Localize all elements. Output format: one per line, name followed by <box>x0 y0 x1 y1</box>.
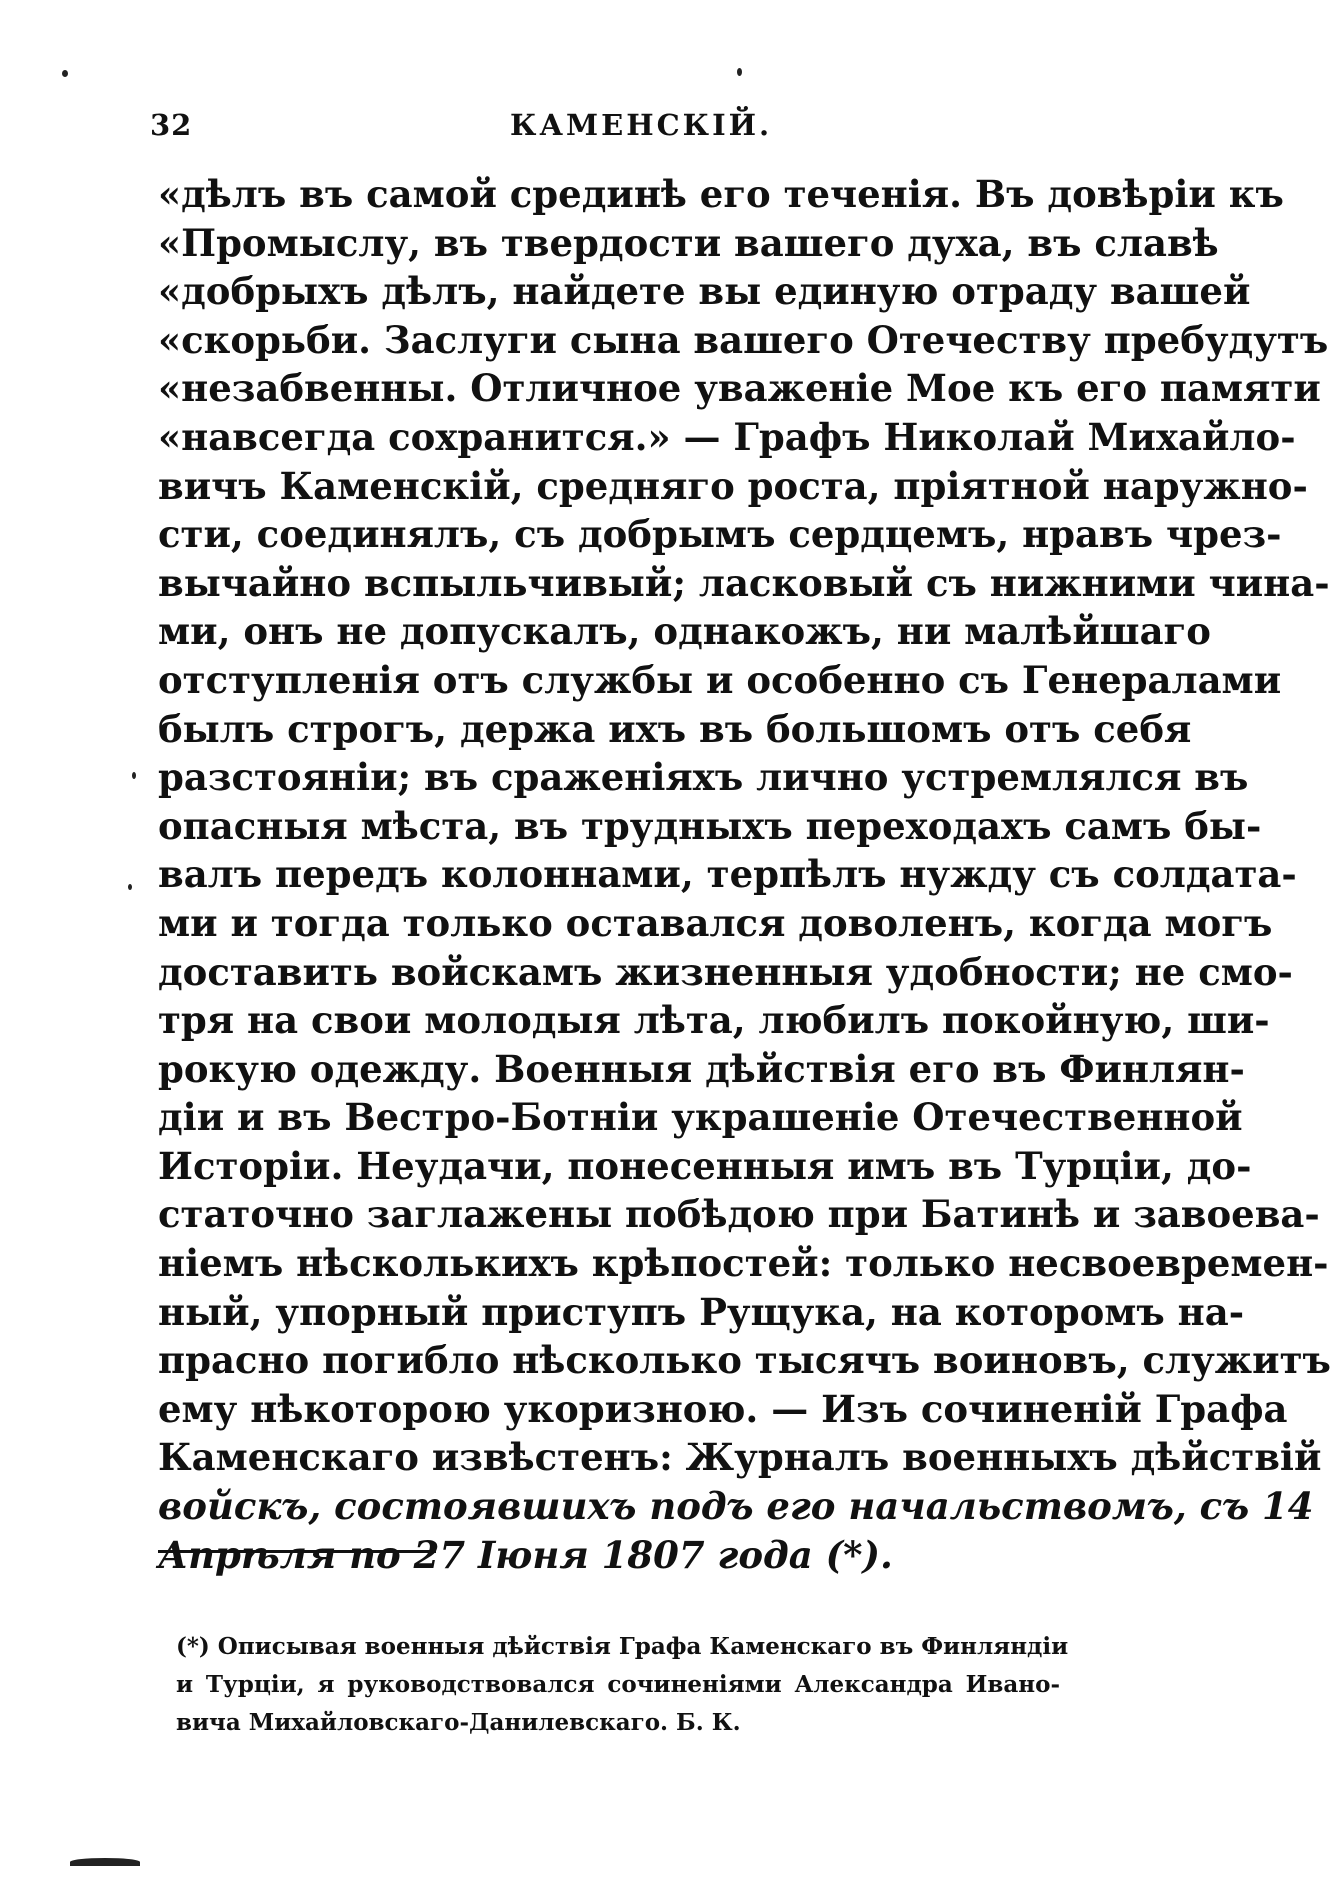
text-line: прасно погибло нѣсколько тысячъ воиновъ, служитъ <box>158 1338 1331 1383</box>
ink-speck <box>62 70 68 77</box>
text-line: вичъ Каменскій, средняго роста, пріятной наружно- <box>158 463 1308 508</box>
text-line: сти, соединялъ, съ добрымъ сердцемъ, нравъ чрез- <box>158 512 1282 557</box>
text-line: валъ передъ колоннами, терпѣлъ нужду съ солдата- <box>158 852 1297 897</box>
text-line-italic: войскъ, состоявшихъ подъ его начальствомъ, съ 14 <box>158 1484 1314 1529</box>
ink-speck <box>737 68 742 76</box>
text-line: «Промыслу, въ твердости вашего духа, въ славѣ <box>158 220 1219 265</box>
main-text <box>158 170 1331 1579</box>
footnote-line: (*) Описывая военныя дѣйствія Графа Каменскаго въ Финляндіи <box>176 1633 1069 1660</box>
text-line: діи и въ Вестро-Ботніи украшеніе Отечественной <box>158 1095 1243 1140</box>
text-line: Исторіи. Неудачи, понесенныя имъ въ Турціи, до- <box>158 1143 1252 1188</box>
text-line: «незабвенны. Отличное уваженіе Мое къ его памяти <box>158 366 1321 411</box>
text-line: «дѣлъ въ самой срединѣ его теченія. Въ довѣріи къ <box>158 172 1284 216</box>
running-title: КАМЕНСКІЙ. <box>510 108 773 142</box>
text-line: ный, упорный приступъ Рущука, на которомъ на- <box>158 1289 1245 1334</box>
text-line: статочно заглажены побѣдою при Батинѣ и завоева- <box>158 1192 1320 1237</box>
text-line: доставить войскамъ жизненныя удобности; не смо- <box>158 949 1293 994</box>
footnote-line: вича Михайловскаго-Данилевскаго. Б. К. <box>176 1709 741 1736</box>
running-head <box>150 108 1070 148</box>
footnote-line: и Турціи, я руководствовался сочиненіями Александра Ивано- <box>176 1671 1060 1698</box>
footnote-rule <box>158 1550 436 1553</box>
ink-speck <box>128 884 132 890</box>
text-line: ніемъ нѣсколькихъ крѣпостей: только несвоевремен- <box>158 1241 1329 1286</box>
text-line: былъ строгъ, держа ихъ въ большомъ отъ себя <box>158 706 1192 751</box>
text-line: «навсегда сохранится.» — Графъ Николай Михайло- <box>158 414 1296 459</box>
text-line: разстояніи; въ сраженіяхъ лично устремлялся въ <box>158 755 1249 800</box>
text-line: рокую одежду. Военныя дѣйствія его въ Финлян- <box>158 1046 1245 1091</box>
footnote <box>176 1628 1069 1742</box>
text-line: ми и тогда только оставался доволенъ, когда могъ <box>158 900 1273 945</box>
ink-speck <box>132 772 136 779</box>
text-line: опасныя мѣста, въ трудныхъ переходахъ самъ бы- <box>158 803 1262 848</box>
text-line-italic: Апрѣля по 27 Іюня 1807 года (*). <box>158 1532 893 1577</box>
text-line: отступленія отъ службы и особенно съ Генералами <box>158 657 1282 702</box>
text-line: ми, онъ не допускалъ, однакожъ, ни малѣйшаго <box>158 609 1211 654</box>
text-line: вычайно вспыльчивый; ласковый съ нижними чина- <box>158 560 1330 605</box>
text-line: тря на свои молодыя лѣта, любилъ покойную, ши- <box>158 998 1270 1043</box>
bottom-ink-mark <box>70 1858 140 1866</box>
text-line: Каменскаго извѣстенъ: Журналъ военныхъ дѣйствій <box>158 1435 1322 1480</box>
text-line: «скорьби. Заслуги сына вашего Отечеству пребудутъ <box>158 317 1329 362</box>
text-line: ему нѣкоторою укоризною. — Изъ сочиненій Графа <box>158 1386 1288 1431</box>
text-line: «добрыхъ дѣлъ, найдете вы единую отраду вашей <box>158 269 1251 314</box>
page-number: 32 <box>150 108 193 142</box>
